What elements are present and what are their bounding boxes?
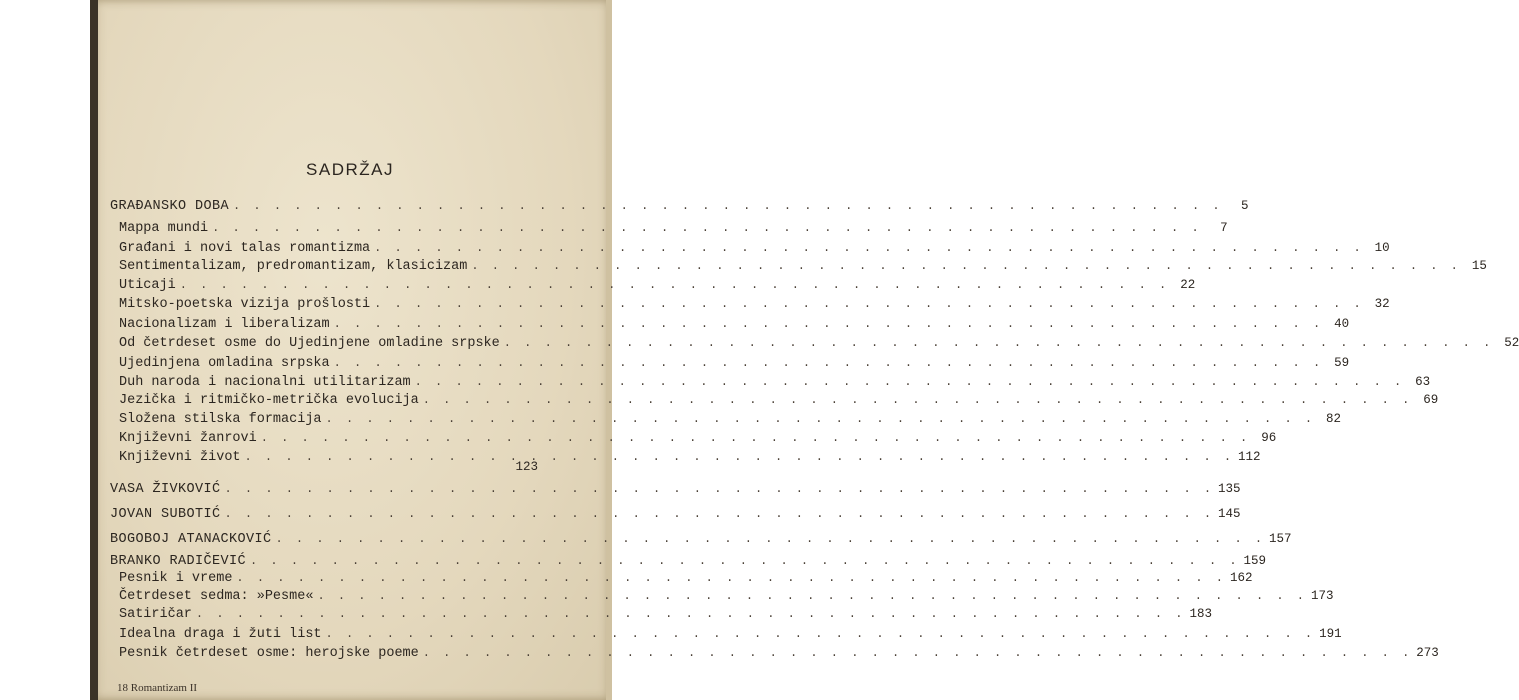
dot-leader: . . . . . . . . . . . . . . . . . . . . . . . . . . . . . . . . . . . . . . . . . . . . . . . . . <box>374 241 1364 255</box>
dot-leader: . . . . . . . . . . . . . . . . . . . . . . . . . . . . . . . . . . . . . . . . . . . . . . . . . <box>333 317 1324 331</box>
toc-entry <box>119 317 1350 332</box>
toc-entry-title: Pesnik četrdeset osme: herojske poeme <box>119 646 419 661</box>
toc-entry <box>119 571 1253 586</box>
toc-entry-title: Od četrdeset osme do Ujedinjene omladine srpske <box>119 336 500 351</box>
toc-entry-title: Sentimentalizam, predromantizam, klasicizam <box>119 259 468 274</box>
toc-entry <box>119 460 538 474</box>
toc-entry <box>110 507 1241 522</box>
toc-entry-page: 135 <box>1218 482 1241 496</box>
dot-leader: . . . . . . . . . . . . . . . . . . . . . . . . . . . . . . . . . . . . . . . . . . . . . . . . . <box>236 571 1226 585</box>
dot-leader: . . . . . . . . . . . . . . . . . . . . . . . . . . . . . . . . . . . . . . . . . . . . . . . . . <box>224 482 1215 496</box>
dot-leader: . . . . . . . . . . . . . . . . . . . . . . . . . . . . . . . . . . . . . . . . . . . . . . . . . <box>422 646 1413 660</box>
toc-entry-page: 157 <box>1269 532 1292 546</box>
toc-entry-page: 22 <box>1180 278 1196 292</box>
toc-entry <box>110 482 1241 497</box>
toc-entry-title: Idealna draga i žuti list <box>119 627 322 642</box>
dot-leader: . . . . . . . . . . . . . . . . . . . . . . . . . . . . . . . . . . . . . . . . . . . . . . . . . <box>325 627 1316 641</box>
toc-entry-page: 59 <box>1334 356 1350 370</box>
dot-leader: . . . . . . . . . . . . . . . . . . . . . . . . . . . . . . . . . . . . . . . . . . . . . . . . . <box>333 356 1324 370</box>
toc-entry-page: 63 <box>1415 375 1431 389</box>
toc-entry <box>119 278 1196 293</box>
toc-entry <box>110 554 1267 569</box>
toc-entry-page: 183 <box>1189 607 1212 621</box>
toc-entry-title: JOVAN SUBOTIĆ <box>110 507 221 522</box>
toc-entry-page: 7 <box>1220 221 1228 235</box>
toc-entry-title: Mitsko-poetska vizija prošlosti <box>119 297 371 312</box>
toc-entry-title: VASA ŽIVKOVIĆ <box>110 482 221 497</box>
toc-entry <box>119 375 1431 390</box>
toc-entry <box>119 607 1212 622</box>
dot-leader: . . . . . . . . . . . . . . . . . . . . . . . . . . . . . . . . . . . . . . . . . . . . . . . . . <box>422 393 1413 407</box>
toc-entry-title: Mappa mundi <box>119 221 209 236</box>
dot-leader: . . . . . . . . . . . . . . . . . . . . . . . . . . . . . . . . . . . . . . . . . . . . . . . . . <box>414 375 1405 389</box>
dot-leader: . . . . . . . . . . . . . . . . . . . . . . . . . . . . . . . . . . . . . . . . . . . . . . . . . <box>471 259 1461 273</box>
toc-entry-page: 15 <box>1471 259 1487 273</box>
toc-entry-page: 32 <box>1374 297 1390 311</box>
toc-entry-title: BOGOBOJ ATANACKOVIĆ <box>110 532 272 547</box>
toc-entry <box>110 199 1249 214</box>
toc-entry <box>119 393 1439 408</box>
toc-entry-page: 273 <box>1416 646 1439 660</box>
dot-leader: . . . . . . . . . . . . . . . . . . . . . . . . . . . . . . . . . . . . . . . . . . . . . . . . . <box>260 431 1251 445</box>
dot-leader: . . . . . . . . . . . . . . . . . . . . . . . . . . . . . . . . . . . . . . . . . . . . . . . . . <box>374 297 1364 311</box>
toc-entry-page: 40 <box>1334 317 1350 331</box>
page-title: SADRŽAJ <box>306 160 394 179</box>
dot-leader: . . . . . . . . . . . . . . . . . . . . . . . . . . . . . . . . . . . . . . . . . . . . . . . . . <box>250 554 1240 568</box>
toc-entry-title: Duh naroda i nacionalni utilitarizam <box>119 375 411 390</box>
toc-entry-page: 173 <box>1310 589 1334 603</box>
dot-leader: . . . . . . . . . . . . . . . . . . . . . . . . . . . . . . . . . . . . . . . . . . . . . . . . . <box>224 507 1215 521</box>
toc-entry-page: 162 <box>1229 571 1253 585</box>
toc-entry-title: Književni žanrovi <box>119 431 257 446</box>
dot-leader: . . . . . . . . . . . . . . . . . . . . . . . . . . . . . . . . . . . . . . . . . . . . . . . . . <box>503 336 1494 350</box>
toc-entry-page: 123 <box>515 460 538 474</box>
toc-entry-title: Složena stilska formacija <box>119 412 322 427</box>
toc-entry <box>119 627 1342 642</box>
toc-entry-title: Četrdeset sedma: »Pesme« <box>119 589 314 604</box>
dot-leader: . . . . . . . . . . . . . . . . . . . . . . . . . . . . . . . . . . . . . . . . . . . . . . . . . <box>317 589 1307 603</box>
toc-entry-page: 96 <box>1261 431 1277 445</box>
toc-entry-title: BRANKO RADIČEVIĆ <box>110 554 247 569</box>
toc-entry <box>119 589 1334 604</box>
toc-entry-page: 145 <box>1218 507 1241 521</box>
dot-leader: . . . . . . . . . . . . . . . . . . . . . . . . . . . . . . . . . . . . . . . . . . . . . . . . . <box>325 412 1316 426</box>
toc-entry-title: Građani i novi talas romantizma <box>119 241 371 256</box>
dot-leader: . . . . . . . . . . . . . . . . . . . . . . . . . . . . . . . . . . . . . . . . . . . . . . . . . <box>244 450 1235 464</box>
toc-entry <box>119 356 1350 371</box>
dot-leader: . . . . . . . . . . . . . . . . . . . . . . . . . . . . . . . . . . . . . . . . . . . . . . . . . <box>275 532 1266 546</box>
toc-entry-page: 112 <box>1238 450 1261 464</box>
toc-entry-page: 5 <box>1241 199 1249 213</box>
toc-entry-title: Ujedinjena omladina srpska <box>119 356 330 371</box>
toc-entry <box>110 532 1292 547</box>
toc-entry-title: Satiričar <box>119 607 192 622</box>
toc-entry-title: Uticaji <box>119 278 176 293</box>
toc-entry <box>119 336 1519 351</box>
toc-entry-page: 159 <box>1243 554 1267 568</box>
toc-entry-page: 69 <box>1423 393 1439 407</box>
dot-leader: . . . . . . . . . . . . . . . . . . . . . . . . . . . . . . . . . . . . . . . . . . . . . . . . . <box>233 199 1223 213</box>
toc-entry-page: 82 <box>1326 412 1342 426</box>
page-footer: 18 Romantizam II <box>117 682 198 694</box>
toc-entry-title: Jezička i ritmičko-metrička evolucija <box>119 393 419 408</box>
dot-leader: . . . . . . . . . . . . . . . . . . . . . . . . . . . . . . . . . . . . . . . . . . . . . . . . . <box>195 607 1186 621</box>
toc-entry-title: Pesnik i vreme <box>119 571 233 586</box>
toc-entry <box>119 259 1487 274</box>
toc-entry <box>119 646 1439 661</box>
toc-entry <box>119 412 1342 427</box>
dot-leader: . . . . . . . . . . . . . . . . . . . . . . . . . . . . . . . . . . . . . . . . . . . . . . . . . <box>212 221 1202 235</box>
toc-entry <box>119 431 1277 446</box>
toc-entry-page: 191 <box>1319 627 1342 641</box>
toc-entry <box>119 221 1228 236</box>
toc-entry-page: 52 <box>1504 336 1519 350</box>
toc-entry <box>119 297 1390 312</box>
toc-entry-title: Književni život <box>119 450 241 465</box>
toc-entry <box>119 241 1390 256</box>
toc-entry-page: 10 <box>1374 241 1390 255</box>
toc-entry-title: Nacionalizam i liberalizam <box>119 317 330 332</box>
dot-leader: . . . . . . . . . . . . . . . . . . . . . . . . . . . . . . . . . . . . . . . . . . . . . . . . . <box>179 278 1170 292</box>
toc-entry-title: GRAĐANSKO DOBA <box>110 199 230 214</box>
